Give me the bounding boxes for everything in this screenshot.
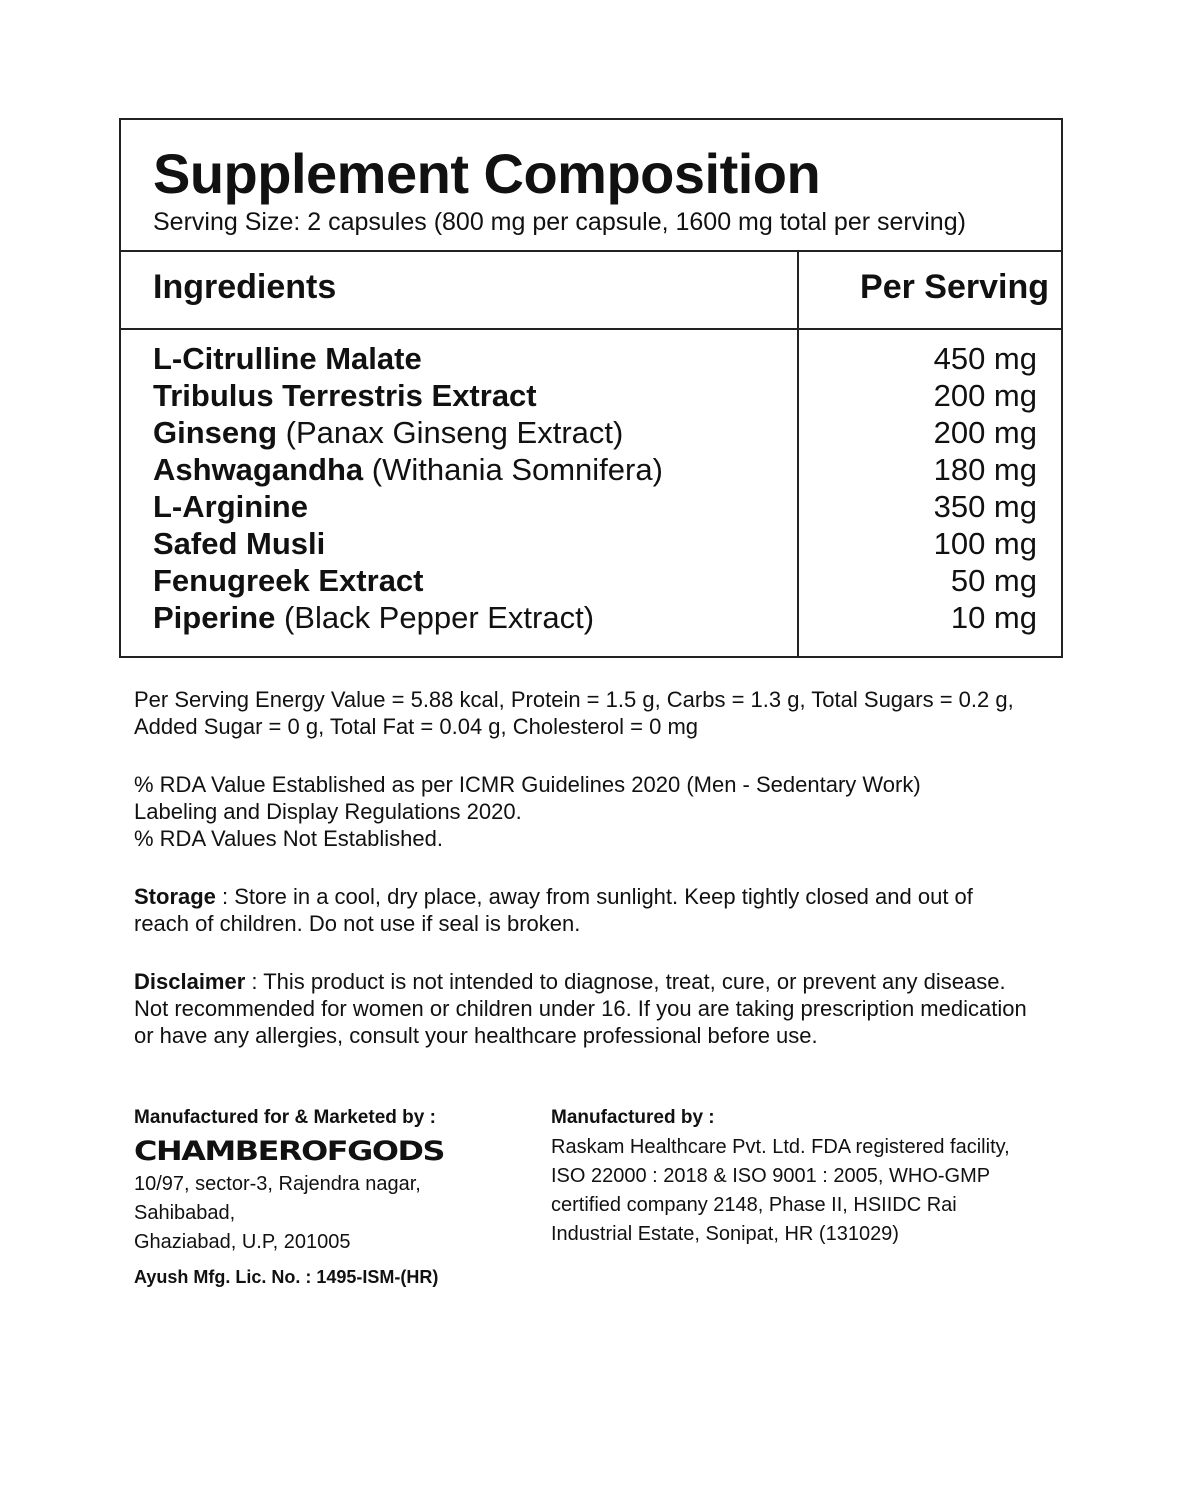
brand-logo: CHAMBEROFGODS <box>134 1136 445 1167</box>
ingredient-name: Safed Musli <box>153 526 326 561</box>
ingredient-row <box>153 562 773 599</box>
storage-label: Storage <box>134 884 216 909</box>
ingredient-row <box>153 414 773 451</box>
rda-line: % RDA Value Established as per ICMR Guidelines 2020 (Men - Sedentary Work) <box>134 772 921 797</box>
per-serving-header: Per Serving <box>860 268 1049 306</box>
divider <box>121 250 1061 252</box>
address-line: Sahibabad, <box>134 1202 236 1224</box>
amount-list <box>801 340 1037 636</box>
ingredient-row <box>153 451 773 488</box>
serving-size: Serving Size: 2 capsules (800 mg per capsule, 1600 mg total per serving) <box>153 208 966 236</box>
disclaimer-text: : This product is not intended to diagnose, treat, cure, or prevent any disease. Not recommended for women or children under 16. If you are taking prescription medication or have any allergies, consult your healthcare professional before use. <box>134 969 1027 1048</box>
panel-title: Supplement Composition <box>153 142 821 205</box>
ingredient-list <box>153 340 773 636</box>
ingredient-name: Ashwagandha <box>153 452 364 487</box>
rda-line: % RDA Values Not Established. <box>134 826 443 851</box>
ingredient-row <box>153 488 773 525</box>
ingredient-amount: 450 mg <box>933 341 1037 376</box>
address-line: 10/97, sector-3, Rajendra nagar, <box>134 1173 421 1195</box>
storage-note <box>134 883 1034 937</box>
ingredient-note: (Withania Somnifera) <box>363 452 663 487</box>
ingredient-row <box>153 599 773 636</box>
rda-note <box>134 771 1034 852</box>
ingredient-name: Piperine <box>153 600 276 635</box>
disclaimer-note <box>134 968 1034 1049</box>
ingredient-name: Fenugreek Extract <box>153 563 424 598</box>
marketer-block <box>134 1104 534 1291</box>
ingredient-amount: 200 mg <box>933 378 1037 413</box>
ingredient-amount: 50 mg <box>950 563 1037 598</box>
ingredient-name: L-Citrulline Malate <box>153 341 422 376</box>
column-divider <box>797 250 799 656</box>
ingredient-row <box>153 377 773 414</box>
ingredient-amount: 350 mg <box>933 489 1037 524</box>
manufacturer-block <box>551 1104 1011 1249</box>
marketer-heading: Manufactured for & Marketed by : <box>134 1107 436 1128</box>
ingredient-note: (Panax Ginseng Extract) <box>277 415 624 450</box>
ingredient-note: (Black Pepper Extract) <box>275 600 595 635</box>
disclaimer-label: Disclaimer <box>134 969 246 994</box>
energy-value-text: Per Serving Energy Value = 5.88 kcal, Protein = 1.5 g, Carbs = 1.3 g, Total Sugars = 0.2 g, Added Sugar = 0 g, Total Fat = 0.04 g, Cholesterol = 0 mg <box>134 687 1014 739</box>
composition-panel <box>119 118 1063 658</box>
manufacturer-heading: Manufactured by : <box>551 1107 715 1128</box>
ingredient-amount: 180 mg <box>933 452 1037 487</box>
ingredient-row <box>153 340 773 377</box>
ingredient-name: Ginseng <box>153 415 278 450</box>
license-number: Ayush Mfg. Lic. No. : 1495-ISM-(HR) <box>134 1267 439 1287</box>
ingredient-row <box>153 525 773 562</box>
rda-line: Labeling and Display Regulations 2020. <box>134 799 522 824</box>
ingredient-amount: 100 mg <box>933 526 1037 561</box>
ingredients-header: Ingredients <box>153 268 337 306</box>
address-line: Ghaziabad, U.P, 201005 <box>134 1231 351 1253</box>
storage-text: : Store in a cool, dry place, away from sunlight. Keep tightly closed and out of reach of children. Do not use if seal is broken. <box>134 884 973 936</box>
ingredient-name: L-Arginine <box>153 489 308 524</box>
manufacturer-details: Raskam Healthcare Pvt. Ltd. FDA registered facility, ISO 22000 : 2018 & ISO 9001 : 2005, WHO-GMP certified company 2148, Phase II, HSIIDC Rai Industrial Estate, Sonipat, HR (131029) <box>551 1136 1010 1245</box>
ingredient-amount: 10 mg <box>950 600 1037 635</box>
ingredient-name: Tribulus Terrestris Extract <box>153 378 537 413</box>
ingredient-amount: 200 mg <box>933 415 1037 450</box>
divider <box>121 328 1061 330</box>
